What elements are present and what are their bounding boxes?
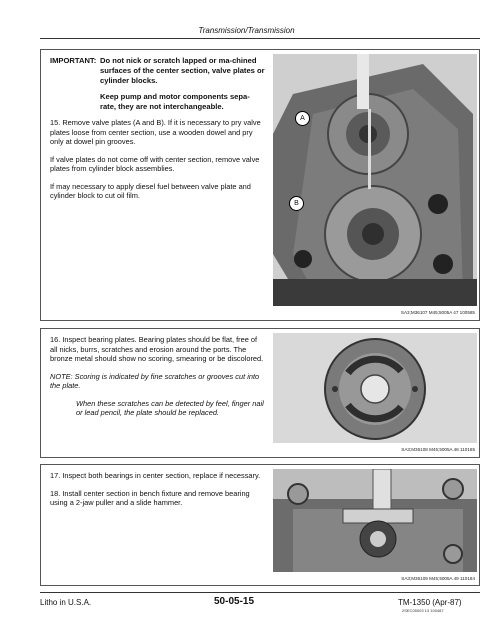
photo-valve-plates bbox=[273, 54, 477, 306]
photo-bearing-removal bbox=[273, 469, 477, 572]
note-scoring: NOTE: Scoring is indicated by fine scratches or grooves cut into the plate. bbox=[50, 371, 260, 390]
important-label: IMPORTANT: bbox=[50, 56, 97, 65]
page-header: Transmission/Transmission bbox=[198, 26, 295, 35]
note-label: NOTE: bbox=[50, 371, 73, 381]
footer-printing-note: Litho in U.S.A. bbox=[40, 598, 92, 607]
step-16: 16. Inspect bearing plates. Bearing plates should be flat, free of all nicks, burrs, scratches and erosion around the ports. The bronze metal should show no scoring, smearing or be discolored. bbox=[50, 335, 264, 363]
footer-code: 2SEC05003 13 100487 bbox=[402, 608, 444, 613]
step-15-text bbox=[41, 50, 273, 209]
label-a-marker: A bbox=[295, 111, 310, 126]
photo-caption-2: SA3;M36108 M45;5005A 48 110185 bbox=[401, 447, 475, 452]
label-b-marker: B bbox=[289, 196, 304, 211]
page-number: 50-05-15 bbox=[214, 596, 255, 607]
important-warning-2: Keep pump and motor components sepa-rate, they are not interchangeable. bbox=[100, 92, 250, 111]
photo-bearing-plate bbox=[273, 333, 477, 443]
step-17-18-text bbox=[41, 465, 273, 516]
photo-caption-1: SA3;M36107 M45;5005A 47 100585 bbox=[400, 310, 475, 315]
section-step-17-18 bbox=[40, 464, 480, 586]
photo-caption-3: SA3;M36109 M45;5005A 49 110184 bbox=[401, 576, 475, 581]
step-15-paragraph-3: If may necessary to apply diesel fuel between valve plate and cylinder block to cut oil film. bbox=[50, 181, 251, 200]
important-warning-1: Do not nick or scratch lapped or ma-chined surfaces of the center section, valve plates or cylinder blocks. bbox=[100, 56, 265, 85]
header-rule bbox=[40, 38, 480, 39]
note-replace: When these scratches can be detected by feel, finger nail or lead pencil, the plate should be replaced. bbox=[76, 398, 264, 417]
step-15: 15. Remove valve plates (A and B). If it is necessary to pry valve plates loose from center section, use a wooden dowel and pry only at dowel pin grooves. bbox=[50, 118, 261, 146]
section-step-15 bbox=[40, 49, 480, 321]
step-16-text bbox=[41, 329, 273, 425]
step-17: 17. Inspect both bearings in center section, replace if necessary. bbox=[50, 471, 261, 480]
manual-id: TM-1350 (Apr-87) bbox=[398, 598, 462, 607]
step-15-paragraph-2: If valve plates do not come off with center section, remove valve plates from cylinder block assemblies. bbox=[50, 154, 260, 173]
footer-rule bbox=[40, 592, 480, 593]
section-step-16 bbox=[40, 328, 480, 458]
step-18: 18. Install center section in bench fixture and remove bearing using a 2-jaw puller and a slide hammer. bbox=[50, 488, 250, 507]
important-block bbox=[50, 56, 265, 118]
